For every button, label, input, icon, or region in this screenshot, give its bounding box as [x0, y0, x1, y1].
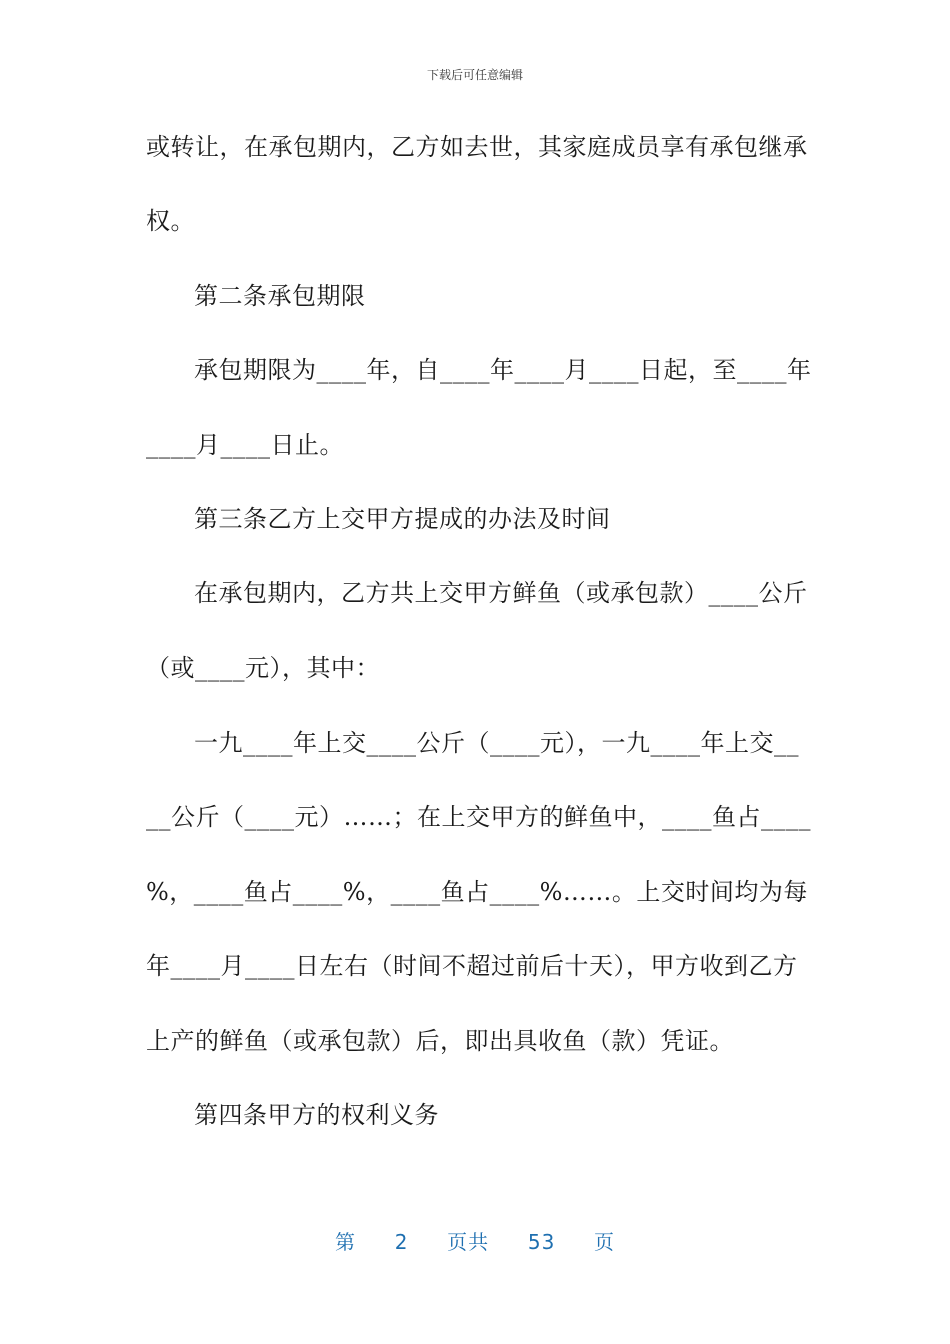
page-indicator: [0, 1226, 950, 1255]
text-line: 在承包期内，乙方共上交甲方鲜鱼（或承包款）____公斤: [194, 579, 808, 607]
text-line: 一九____年上交____公斤（____元），一九____年上交__: [194, 729, 799, 757]
page-total: 53: [527, 1230, 556, 1254]
section-heading: 第二条承包期限: [194, 282, 366, 310]
page-middle: 页共: [447, 1230, 490, 1254]
text-line: 上产的鲜鱼（或承包款）后，即出具收鱼（款）凭证。: [146, 1027, 734, 1055]
page-prefix: 第: [334, 1230, 356, 1254]
text-line: %，____鱼占____%，____鱼占____%……。上交时间均为每: [146, 878, 808, 906]
section-heading: 第三条乙方上交甲方提成的办法及时间: [194, 505, 611, 533]
text-line: 承包期限为____年，自____年____月____日起，至____年: [194, 356, 812, 384]
section-heading: 第四条甲方的权利义务: [194, 1101, 439, 1129]
page-suffix: 页: [594, 1230, 616, 1254]
text-line: （或____元），其中：: [146, 654, 380, 682]
header-note: 下载后可任意编辑: [426, 68, 523, 82]
text-line: 或转让，在承包期内，乙方如去世，其家庭成员享有承包继承: [146, 133, 808, 161]
text-line: 权。: [146, 207, 195, 235]
text-line: 年____月____日左右（时间不超过前后十天），甲方收到乙方: [146, 952, 798, 980]
page-current: 2: [394, 1230, 409, 1254]
text-line: ____月____日止。: [146, 431, 344, 459]
text-line: __公斤（____元）……；在上交甲方的鲜鱼中，____鱼占____: [146, 803, 811, 831]
